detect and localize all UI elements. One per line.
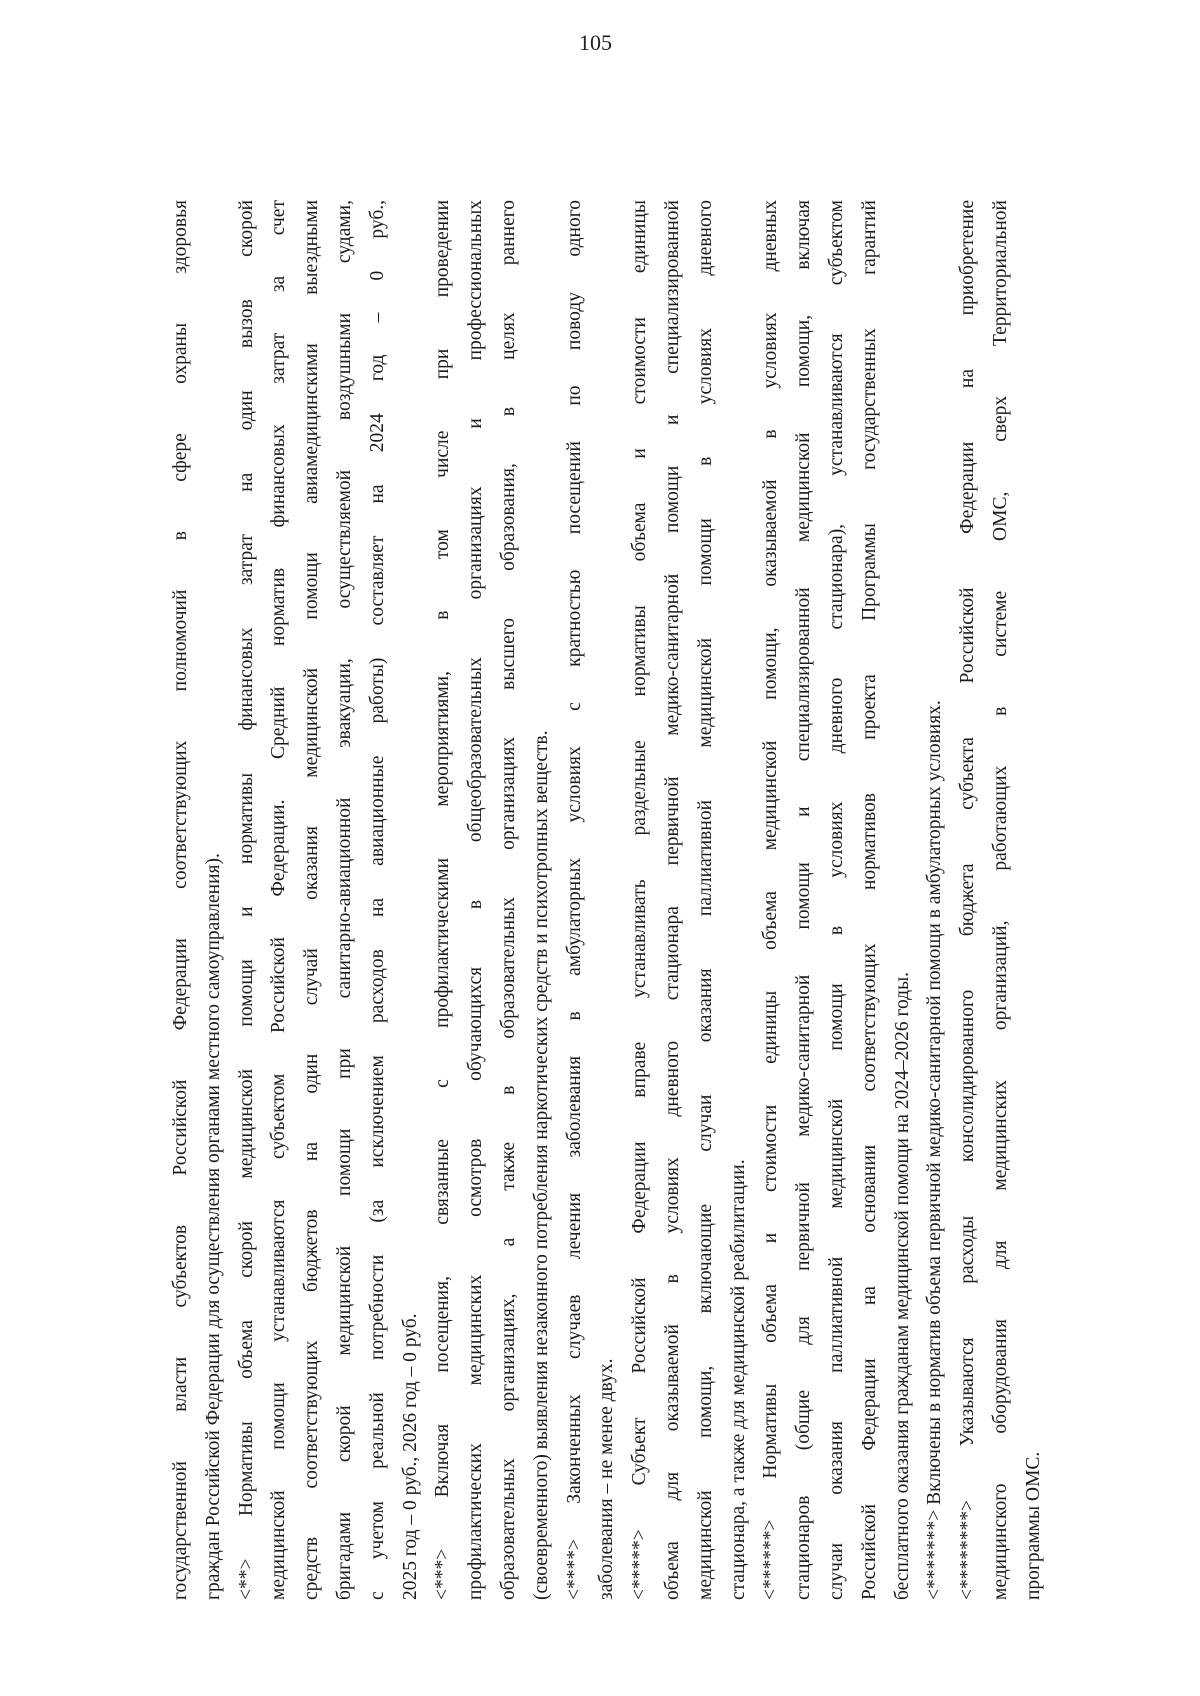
text-line: случаи оказания паллиативной медицинской помощи в условиях дневного стационара), устанавливаются субъектом: [825, 200, 847, 1600]
text-line: бригадами скорой медицинской помощи при санитарно-авиационной эвакуации, осуществляемой воздушными судами,: [333, 200, 355, 1600]
text-line: с учетом реальной потребности (за исключением расходов на авиационные работы) составляет на 2024 год – 0 руб.,: [366, 200, 388, 1600]
text-line: <***> Включая посещения, связанные с профилактическими мероприятиями, в том числе при проведении: [432, 200, 454, 1600]
text-line: объема для оказываемой в условиях дневного стационара первичной медико-санитарной помощи и специализированной: [661, 200, 683, 1600]
footnotes-block: [165, 150, 1055, 1600]
text-line: <*****> Субъект Российской Федерации вправе устанавливать раздельные нормативы объема и стоимости единицы: [629, 200, 651, 1600]
text-line: <****> Законченных случаев лечения заболевания в амбулаторных условиях с кратностью посещений по поводу одного: [563, 200, 585, 1600]
text-line: профилактических медицинских осмотров обучающихся в общеобразовательных организациях и профессиональных: [465, 200, 487, 1600]
text-line: <*******> Включены в норматив объема первичной медико-санитарной помощи в амбулаторных условиях.: [924, 700, 946, 1600]
text-line: стационара, а также для медицинской реабилитации.: [727, 1159, 749, 1600]
text-line: бесплатного оказания гражданам медицинской помощи на 2024–2026 годы.: [891, 971, 913, 1600]
text-line: стационаров (общие для первичной медико-санитарной помощи и специализированной медицинской помощи, включая: [793, 200, 815, 1600]
text-line: медицинского оборудования для медицинских организаций, работающих в системе ОМС, сверх Территориальной: [989, 200, 1011, 1600]
text-line: средств соответствующих бюджетов на один случай оказания медицинской помощи авиамедицинскими выездными: [301, 200, 323, 1600]
text-line: программы ОМС.: [1022, 1451, 1044, 1600]
text-line: (своевременного) выявления незаконного потребления наркотических средств и психотропных веществ.: [530, 730, 552, 1600]
text-line: Российской Федерации на основании соответствующих нормативов проекта Программы государственных гарантий: [858, 200, 880, 1600]
text-line: медицинской помощи, включающие случаи оказания паллиативной медицинской помощи в условиях дневного: [694, 200, 716, 1600]
text-line: медицинской помощи устанавливаются субъектом Российской Федерации. Средний норматив финансовых затрат за счет: [268, 200, 290, 1600]
text-line: <******> Нормативы объема и стоимости единицы объема медицинской помощи, оказываемой в условиях дневных: [760, 200, 782, 1600]
text-line: заболевания – не менее двух.: [596, 1358, 618, 1600]
text-line: граждан Российской Федерации для осуществления органами местного самоуправления).: [202, 853, 224, 1600]
page-number: 105: [579, 30, 612, 55]
text-line: <**> Нормативы объема скорой медицинской помощи и нормативы финансовых затрат на один вызов скорой: [235, 200, 257, 1600]
text-line: государственной власти субъектов Российской Федерации соответствующих полномочий в сфере охраны здоровья: [170, 200, 191, 1600]
text-line: <********> Указываются расходы консолидированного бюджета субъекта Российской Федерации на приобретение: [957, 200, 979, 1600]
text-line: образовательных организациях, а также в образовательных организациях высшего образования, в целях раннего: [497, 200, 519, 1600]
text-line: 2025 год – 0 руб., 2026 год – 0 руб.: [399, 1313, 421, 1600]
